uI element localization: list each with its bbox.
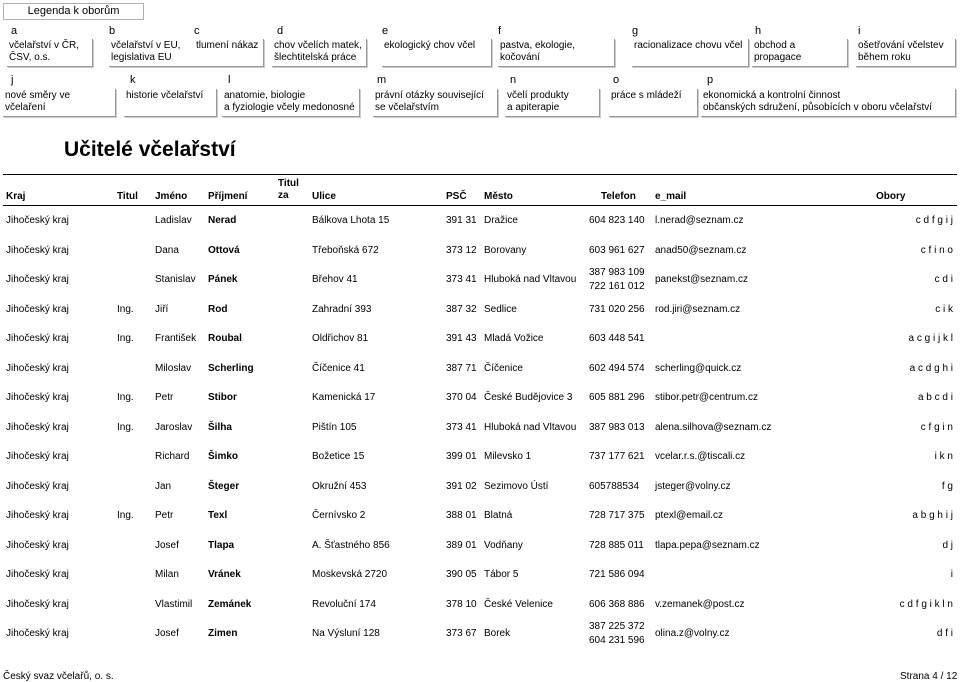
col-header-telefon: Telefon: [601, 191, 636, 202]
cell-prijmeni: Ottová: [208, 244, 240, 256]
legend-obor-letter-c: c: [194, 25, 200, 37]
cell-psc: 390 05: [446, 569, 477, 580]
cell-mesto: Borek: [484, 628, 511, 639]
col-header-kraj: Kraj: [6, 191, 26, 202]
cell-email: scherling@quick.cz: [655, 362, 742, 374]
cell-telefon: 387 225 372 604 231 596: [589, 621, 645, 646]
col-header-email: e_mail: [655, 191, 687, 202]
cell-titul: Ing.: [117, 510, 134, 521]
table-row: [0, 501, 960, 530]
cell-kraj: Jihočeský kraj: [6, 598, 69, 610]
cell-psc: 378 10: [446, 598, 477, 610]
cell-ulice: Oldřichov 81: [312, 333, 369, 344]
cell-jmeno: Richard: [155, 451, 190, 462]
legend-obor-letter-f: f: [498, 25, 502, 37]
cell-psc: 387 71: [446, 362, 477, 374]
cell-psc: 388 01: [446, 510, 477, 521]
cell-kraj: Jihočeský kraj: [6, 569, 69, 580]
cell-mesto: Milevsko 1: [484, 451, 532, 462]
legend-obor-letter-k: k: [130, 74, 136, 86]
cell-kraj: Jihočeský kraj: [6, 480, 69, 492]
legend-obor-label-h: obchod a propagace: [752, 39, 848, 67]
cell-obory: a b g h i j: [912, 510, 953, 521]
cell-ulice: Pištín 105: [312, 421, 357, 433]
cell-ulice: Číčenice 41: [312, 362, 365, 374]
cell-ulice: A. Šťastného 856: [312, 539, 390, 551]
cell-obory: c d i: [934, 274, 953, 285]
cell-jmeno: Dana: [155, 244, 179, 256]
cell-kraj: Jihočeský kraj: [6, 539, 69, 551]
legend-obor-letter-g: g: [632, 25, 639, 37]
cell-telefon: 603 961 627: [589, 244, 645, 256]
cell-kraj: Jihočeský kraj: [6, 333, 69, 344]
cell-titul: Ing.: [117, 333, 134, 344]
cell-email: v.zemanek@post.cz: [655, 598, 745, 610]
cell-mesto: Mladá Vožice: [484, 333, 544, 344]
col-header-obory: Obory: [876, 191, 906, 202]
col-header-psc: PSČ: [446, 191, 467, 202]
cell-obory: i k n: [934, 451, 953, 462]
legend-obor-letter-p: p: [707, 74, 714, 86]
col-header-titul-za: Titul za: [278, 178, 299, 201]
cell-email: olina.z@volny.cz: [655, 628, 730, 639]
col-header-jmeno: Jméno: [155, 191, 188, 202]
legend-obor-label-a: včelařství v ČR, ČSV, o.s.: [7, 39, 93, 67]
legend-obor-label-b: včelařství v EU, legislativa EU: [109, 39, 202, 67]
cell-kraj: Jihočeský kraj: [6, 244, 69, 256]
legend-obor-letter-h: h: [755, 25, 762, 37]
col-header-titul: Titul: [117, 191, 138, 202]
cell-mesto: Borovany: [484, 244, 527, 256]
cell-telefon: 604 823 140: [589, 215, 645, 226]
cell-obory: i: [950, 569, 953, 580]
cell-email: vcelar.r.s.@tiscali.cz: [655, 451, 746, 462]
cell-ulice: Bálkova Lhota 15: [312, 215, 390, 226]
cell-psc: 391 31: [446, 215, 477, 226]
cell-ulice: Okružní 453: [312, 480, 367, 492]
cell-email: rod.jiri@seznam.cz: [655, 303, 741, 315]
cell-mesto: České Budějovice 3: [484, 392, 573, 403]
cell-kraj: Jihočeský kraj: [6, 392, 69, 403]
cell-prijmeni: Rod: [208, 303, 228, 315]
cell-obory: d j: [942, 539, 953, 551]
cell-jmeno: Jiří: [155, 303, 169, 315]
legend-obor-label-m: právní otázky související se včelařstvím: [373, 89, 498, 117]
cell-psc: 373 41: [446, 421, 477, 433]
cell-ulice: Černívsko 2: [312, 510, 366, 521]
cell-telefon: 728 885 011: [589, 539, 644, 551]
cell-email: alena.silhova@seznam.cz: [655, 421, 772, 433]
cell-jmeno: Josef: [155, 539, 179, 551]
table-row: [0, 206, 960, 235]
cell-jmeno: Milan: [155, 569, 179, 580]
legend-obor-letter-o: o: [613, 74, 620, 86]
cell-kraj: Jihočeský kraj: [6, 274, 69, 285]
cell-obory: c d f g i k l n: [899, 598, 953, 610]
table-row: [0, 531, 960, 560]
table-row: [0, 354, 960, 383]
cell-telefon: 602 494 574: [589, 362, 645, 374]
legend-obor-letter-b: b: [109, 25, 116, 37]
header-top-rule: [3, 174, 957, 175]
cell-mesto: Číčenice: [484, 362, 523, 374]
cell-telefon: 605788534: [589, 480, 640, 492]
cell-mesto: Hluboká nad Vltavou: [484, 421, 577, 433]
legend-obor-label-j: nové směry ve včelaření: [3, 89, 116, 117]
legend-obor-label-n: včelí produkty a apiterapie: [505, 89, 600, 117]
col-header-ulice: Ulice: [312, 191, 336, 202]
table-row: [0, 324, 960, 353]
cell-prijmeni: Nerad: [208, 215, 237, 226]
cell-mesto: Vodňany: [484, 539, 523, 551]
cell-jmeno: Petr: [155, 510, 174, 521]
cell-email: anad50@seznam.cz: [655, 244, 747, 256]
cell-psc: 373 41: [446, 274, 477, 285]
cell-prijmeni: Pánek: [208, 274, 238, 285]
cell-telefon: 728 717 375: [589, 510, 645, 521]
cell-psc: 373 12: [446, 244, 477, 256]
cell-email: tlapa.pepa@seznam.cz: [655, 539, 760, 551]
legend-title: Legenda k oborům: [3, 3, 144, 20]
cell-jmeno: Vlastimil: [155, 598, 193, 610]
table-row: [0, 265, 960, 294]
legend-obor-label-e: ekologický chov včel: [382, 39, 492, 67]
table-row: [0, 413, 960, 442]
cell-psc: 373 67: [446, 628, 477, 639]
cell-telefon: 721 586 094: [589, 569, 645, 580]
cell-ulice: Kamenická 17: [312, 392, 376, 403]
cell-ulice: Moskevská 2720: [312, 569, 388, 580]
cell-prijmeni: Stibor: [208, 392, 237, 403]
cell-ulice: Břehov 41: [312, 274, 358, 285]
cell-psc: 370 04: [446, 392, 477, 403]
cell-prijmeni: Vránek: [208, 569, 241, 580]
cell-prijmeni: Šimko: [208, 451, 239, 462]
cell-ulice: Zahradní 393: [312, 303, 372, 315]
cell-jmeno: Josef: [155, 628, 179, 639]
legend-obor-label-l: anatomie, biologie a fyziologie včely medonosné: [222, 89, 360, 117]
legend-obor-label-k: historie včelařství: [124, 89, 217, 117]
legend-obor-letter-n: n: [510, 74, 517, 86]
cell-kraj: Jihočeský kraj: [6, 421, 69, 433]
cell-kraj: Jihočeský kraj: [6, 451, 69, 462]
cell-mesto: Sedlice: [484, 303, 517, 315]
cell-prijmeni: Zimen: [208, 628, 238, 639]
cell-mesto: Dražice: [484, 215, 518, 226]
legend-obor-label-o: práce s mládeží: [609, 89, 698, 117]
legend-obor-label-g: racionalizace chovu včel: [632, 39, 749, 67]
legend-obor-letter-a: a: [11, 25, 18, 37]
cell-kraj: Jihočeský kraj: [6, 510, 69, 521]
cell-prijmeni: Tlapa: [208, 539, 235, 551]
cell-prijmeni: Texl: [208, 510, 228, 521]
cell-mesto: Tábor 5: [484, 569, 519, 580]
cell-psc: 391 43: [446, 333, 477, 344]
table-row: [0, 472, 960, 501]
cell-email: jsteger@volny.cz: [655, 480, 731, 492]
cell-jmeno: Jaroslav: [155, 421, 193, 433]
cell-obory: a c g i j k l: [908, 333, 953, 344]
legend-obor-label-d: chov včelích matek, šlechtitelská práce: [272, 39, 367, 67]
legend-obor-letter-e: e: [382, 25, 389, 37]
cell-email: panekst@seznam.cz: [655, 274, 748, 285]
cell-ulice: Na Výsluní 128: [312, 628, 380, 639]
cell-mesto: České Velenice: [484, 598, 553, 610]
cell-kraj: Jihočeský kraj: [6, 303, 69, 315]
cell-ulice: Božetice 15: [312, 451, 365, 462]
cell-titul: Ing.: [117, 303, 134, 315]
table-row: [0, 619, 960, 648]
legend-obor-letter-d: d: [277, 25, 284, 37]
cell-jmeno: František: [155, 333, 197, 344]
cell-telefon: 387 983 013: [589, 421, 645, 433]
cell-kraj: Jihočeský kraj: [6, 362, 69, 374]
cell-telefon: 605 881 296: [589, 392, 645, 403]
footer-organization: Český svaz včelařů, o. s.: [3, 671, 114, 682]
legend-obor-letter-l: l: [228, 74, 231, 86]
table-row: [0, 560, 960, 589]
page-title: Učitelé včelařství: [64, 138, 236, 161]
cell-jmeno: Jan: [155, 480, 172, 492]
legend-obor-label-f: pastva, ekologie, kočování: [498, 39, 615, 67]
cell-kraj: Jihočeský kraj: [6, 215, 69, 226]
cell-mesto: Blatná: [484, 510, 513, 521]
cell-kraj: Jihočeský kraj: [6, 628, 69, 639]
table-row: [0, 383, 960, 412]
cell-telefon: 731 020 256: [589, 303, 645, 315]
cell-mesto: Hluboká nad Vltavou: [484, 274, 577, 285]
legend-obor-letter-j: j: [11, 74, 14, 86]
table-row: [0, 236, 960, 265]
cell-obory: c d f g i j: [915, 215, 953, 226]
cell-telefon: 606 368 886: [589, 598, 645, 610]
cell-obory: d f i: [936, 628, 953, 639]
cell-prijmeni: Scherling: [208, 362, 254, 374]
cell-prijmeni: Šilha: [208, 421, 232, 433]
cell-prijmeni: Zemánek: [208, 598, 252, 610]
cell-email: stibor.petr@centrum.cz: [655, 392, 758, 403]
cell-titul: Ing.: [117, 421, 134, 433]
cell-telefon: 603 448 541: [589, 333, 645, 344]
cell-obory: c f g i n: [920, 421, 953, 433]
cell-jmeno: Stanislav: [155, 274, 196, 285]
cell-psc: 391 02: [446, 480, 477, 492]
table-row: [0, 590, 960, 619]
table-row: [0, 442, 960, 471]
legend-obor-label-p: ekonomická a kontrolní činnost občanských sdružení, působících v oboru včelařství: [701, 89, 956, 117]
cell-psc: 387 32: [446, 303, 477, 315]
legend-obor-label-i: ošetřování včelstev během roku: [856, 39, 956, 67]
cell-psc: 399 01: [446, 451, 477, 462]
cell-ulice: Třeboňská 672: [312, 244, 379, 256]
legend-obor-letter-m: m: [377, 74, 387, 86]
legend-obor-label-c: tlumení nákaz: [194, 39, 264, 67]
cell-psc: 389 01: [446, 539, 477, 551]
cell-jmeno: Petr: [155, 392, 174, 403]
cell-obory: c i k: [935, 303, 953, 315]
cell-prijmeni: Roubal: [208, 333, 242, 344]
cell-email: ptexl@email.cz: [655, 510, 723, 521]
legend-obor-letter-i: i: [858, 25, 861, 37]
cell-obory: a b c d i: [917, 392, 953, 403]
cell-jmeno: Ladislav: [155, 215, 192, 226]
cell-email: l.nerad@seznam.cz: [655, 215, 744, 226]
cell-ulice: Revoluční 174: [312, 598, 376, 610]
cell-telefon: 737 177 621: [589, 451, 645, 462]
cell-telefon: 387 983 109 722 161 012: [589, 267, 645, 292]
col-header-mesto: Město: [484, 191, 513, 202]
cell-prijmeni: Šteger: [208, 480, 240, 492]
cell-obory: f g: [941, 480, 953, 492]
col-header-prijmeni: Příjmení: [208, 191, 248, 202]
cell-mesto: Sezimovo Ústí: [484, 480, 549, 492]
cell-jmeno: Miloslav: [155, 362, 192, 374]
footer-page-number: Strana 4 / 12: [900, 671, 958, 682]
cell-obory: a c d g h i: [909, 362, 953, 374]
table-row: [0, 295, 960, 324]
cell-obory: c f i n o: [920, 244, 953, 256]
cell-titul: Ing.: [117, 392, 134, 403]
